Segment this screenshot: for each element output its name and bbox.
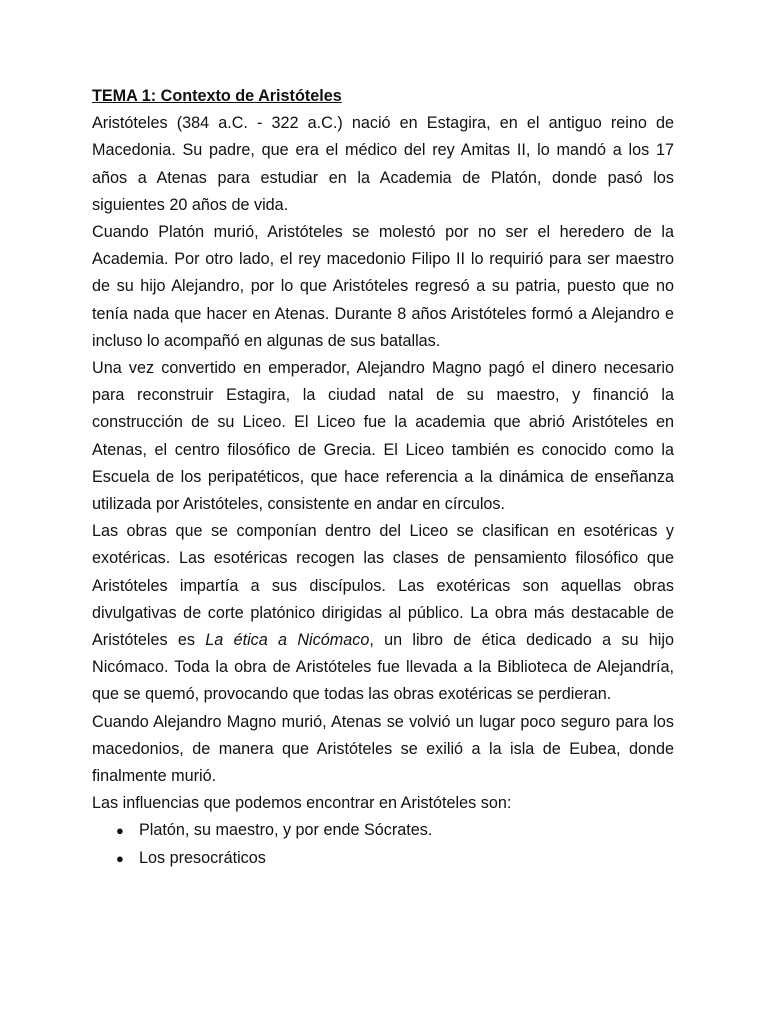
paragraph-exilio: Cuando Alejandro Magno murió, Atenas se volvió un lugar poco seguro para los macedonios, de manera que Aristóteles se exilió a la isla de Eubea, donde finalmente murió. bbox=[92, 712, 674, 786]
list-item-text: Platón, su maestro, y por ende Sócrates. bbox=[139, 821, 433, 840]
paragraph-academia: Cuando Platón murió, Aristóteles se molestó por no ser el heredero de la Academia. Por otro lado, el rey macedonio Filipo II lo requirió para ser maestro de su hijo Alejandro, por lo que Aristóteles regresó a su patria, puesto que no tenía nada que hacer en Atenas. Durante 8 años Aristóteles formó a Alejandro e incluso lo acompañó en algunas de sus batallas. bbox=[92, 223, 674, 350]
list-item bbox=[92, 845, 674, 872]
list-item-text: Los presocráticos bbox=[139, 848, 266, 867]
obras-text-before: Las obras que se componían dentro del Liceo se clasifican en esotéricas y exotéricas. Las esotéricas recogen las clases de pensamiento filosófico que Aristóteles impartía a sus discípulos. Las exotéricas son aquellas obras divulgativas de corte platónico dirigidas al público. La obra más destacable de Aristóteles es bbox=[92, 522, 674, 650]
list-item bbox=[92, 817, 674, 844]
influences-list bbox=[92, 817, 674, 871]
document-title: TEMA 1: Contexto de Aristóteles bbox=[92, 87, 342, 105]
document-body bbox=[92, 83, 674, 872]
bullet-icon: ● bbox=[116, 850, 124, 866]
paragraph-obras bbox=[92, 518, 674, 708]
paragraph-origen: Aristóteles (384 a.C. - 322 a.C.) nació en Estagira, en el antiguo reino de Macedonia. Su padre, que era el médico del rey Amitas II, lo mandó a los 17 años a Atenas para estudiar en la Academia de Platón, donde pasó los siguientes 20 años de vida. bbox=[92, 114, 674, 214]
bullet-icon: ● bbox=[116, 823, 124, 839]
obra-title-italic: La ética a Nicómaco bbox=[205, 631, 370, 650]
paragraph-liceo: Una vez convertido en emperador, Alejandro Magno pagó el dinero necesario para reconstruir Estagira, la ciudad natal de su maestro, y financió la construcción de su Liceo. El Liceo fue la academia que abrió Aristóteles en Atenas, el centro filosófico de Grecia. El Liceo también es conocido como la Escuela de los peripatéticos, que hace referencia a la dinámica de enseñanza utilizada por Aristóteles, consistente en andar en círculos. bbox=[92, 359, 674, 514]
paragraph-influencias-intro: Las influencias que podemos encontrar en Aristóteles son: bbox=[92, 794, 512, 813]
obras-text-after: , un libro de ética dedicado a su hijo Nicómaco. Toda la obra de Aristóteles fue llevada a la Biblioteca de Alejandría, que se quemó, provocando que todas las obras exotéricas se perdieran. bbox=[92, 631, 674, 704]
